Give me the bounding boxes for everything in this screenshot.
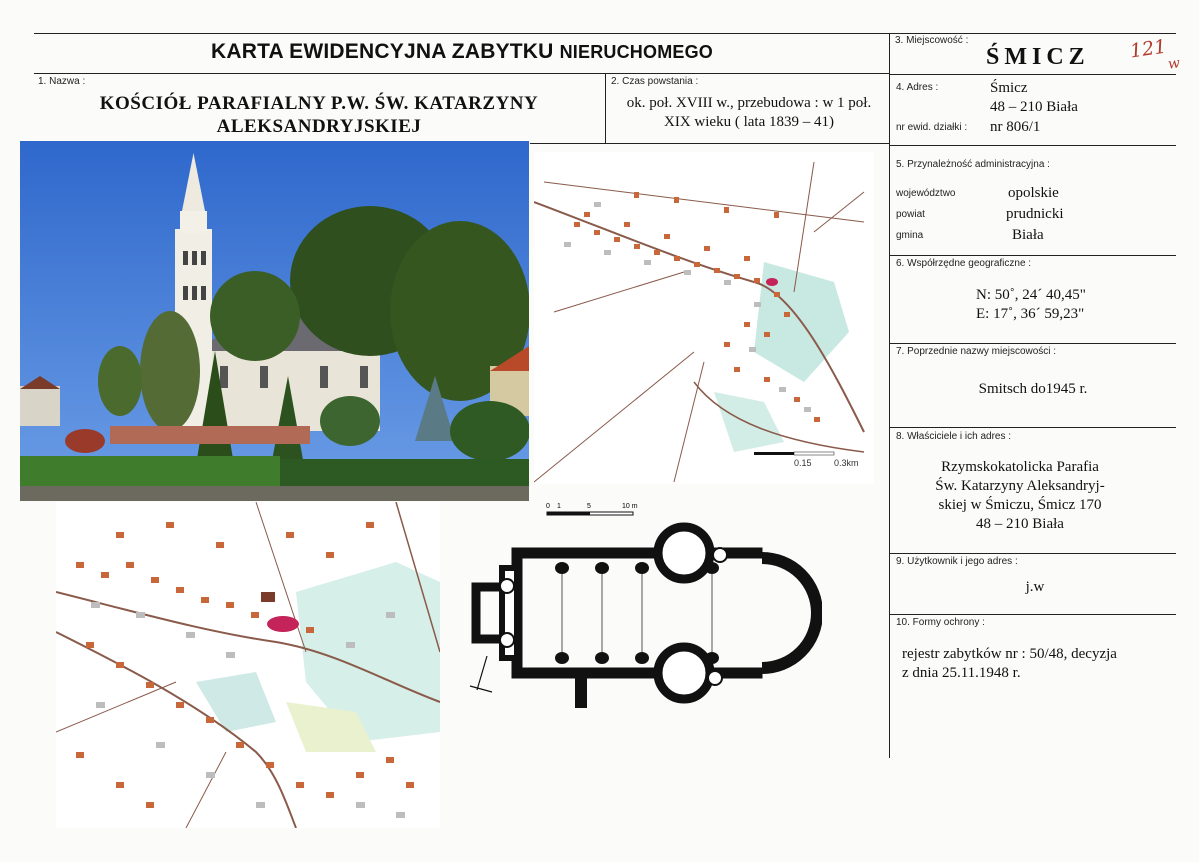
gmina-label: gmina — [896, 230, 924, 241]
church-floor-plan — [462, 498, 822, 718]
village-map-detail-graphic — [56, 502, 440, 828]
card-title — [34, 40, 890, 64]
czas-value — [610, 94, 888, 132]
village-map-overview-graphic — [534, 152, 874, 484]
dzialka-label: nr ewid. działki : — [896, 122, 968, 133]
title-main: KARTA EWIDENCYJNA ZABYTKU — [210, 40, 554, 63]
row-divider-title — [34, 73, 890, 74]
prev-names-value: Smitsch do1945 r. — [978, 381, 1088, 397]
row-divider-user — [889, 614, 1176, 615]
row-divider-miejsc — [889, 74, 1176, 75]
plan-scale-0: 0 — [546, 503, 550, 510]
wojewodztwo-label: województwo — [896, 188, 956, 199]
village-map-overview — [534, 152, 874, 484]
czas-line2: XIX wieku ( lata 1839 – 41) — [664, 114, 834, 130]
row-divider-owner — [889, 553, 1176, 554]
plan-scale-10: 10 m — [622, 503, 638, 510]
admin-label: 5. Przynależność administracyjna : — [896, 159, 1050, 170]
owner-line4: 48 – 210 Biała — [976, 516, 1064, 532]
protect-label: 10. Formy ochrony : — [896, 617, 985, 628]
monument-name — [34, 92, 604, 138]
wojewodztwo-value: opolskie — [1008, 185, 1059, 201]
row-divider-admin — [889, 255, 1176, 256]
row-divider-geo — [889, 343, 1176, 344]
prev-names-label: 7. Poprzednie nazwy miejscowości : — [896, 346, 1057, 357]
map-scale-end: 0.3km — [834, 458, 859, 468]
geo-n: N: 50˚, 24´ 40,45" — [976, 287, 1086, 303]
map-scale-mid: 0.15 — [794, 458, 812, 468]
row-divider-name — [530, 143, 890, 144]
adres-line1: Śmicz — [990, 80, 1028, 96]
powiat-value: prudnicki — [1006, 206, 1064, 222]
user-label: 9. Użytkownik i jego adres : — [896, 556, 1018, 567]
protect-line1: rejestr zabytków nr : 50/48, decyzja — [902, 646, 1117, 662]
title-suffix: NIERUCHOMEGO — [559, 42, 713, 62]
user-value: j.w — [1025, 579, 1045, 595]
church-photo-graphic — [20, 141, 529, 501]
owner-line2: Św. Katarzyny Aleksandryj- — [935, 478, 1105, 494]
adres-line2: 48 – 210 Biała — [990, 99, 1078, 115]
plan-scale-1: 1 — [557, 503, 561, 510]
owner-label: 8. Właściciele i ich adres : — [896, 431, 1012, 442]
church-photo — [20, 141, 529, 501]
church-marker-map1 — [766, 278, 778, 286]
adres-label: 4. Adres : — [896, 82, 939, 93]
miejscowosc-value: ŚMICZ — [986, 44, 1090, 70]
nazwa-label: 1. Nazwa : — [38, 76, 86, 87]
frame-top — [34, 33, 1176, 34]
handwritten-number: 121 — [1128, 35, 1168, 63]
protect-line2: z dnia 25.11.1948 r. — [902, 665, 1021, 681]
monument-name-line1: KOŚCIÓŁ PARAFIALNY P.W. ŚW. KATARZYNY — [99, 93, 539, 114]
village-map-detail — [56, 502, 440, 828]
church-marker-map2 — [267, 616, 299, 632]
church-floor-plan-graphic — [462, 498, 822, 718]
powiat-label: powiat — [896, 209, 925, 220]
monument-name-line2: ALEKSANDRYJSKIEJ — [216, 116, 422, 137]
owner-line1: Rzymskokatolicka Parafia — [941, 459, 1099, 475]
miejscowosc-label: 3. Miejscowość : — [895, 35, 969, 46]
czas-line1: ok. poł. XVIII w., przebudowa : w 1 poł. — [626, 95, 872, 111]
gmina-value: Biała — [1012, 227, 1044, 243]
col-divider-czas — [605, 73, 606, 143]
handwritten-suffix: w — [1166, 55, 1182, 73]
row-divider-adres — [889, 145, 1176, 146]
czas-label: 2. Czas powstania : — [611, 76, 699, 87]
plan-scale-5: 5 — [587, 503, 591, 510]
owner-line3: skiej w Śmiczu, Śmicz 170 — [938, 497, 1102, 513]
row-divider-prev — [889, 427, 1176, 428]
dzialka-value: nr 806/1 — [990, 119, 1041, 135]
geo-e: E: 17˚, 36´ 59,23" — [976, 306, 1085, 322]
geo-label: 6. Współrzędne geograficzne : — [896, 258, 1032, 269]
